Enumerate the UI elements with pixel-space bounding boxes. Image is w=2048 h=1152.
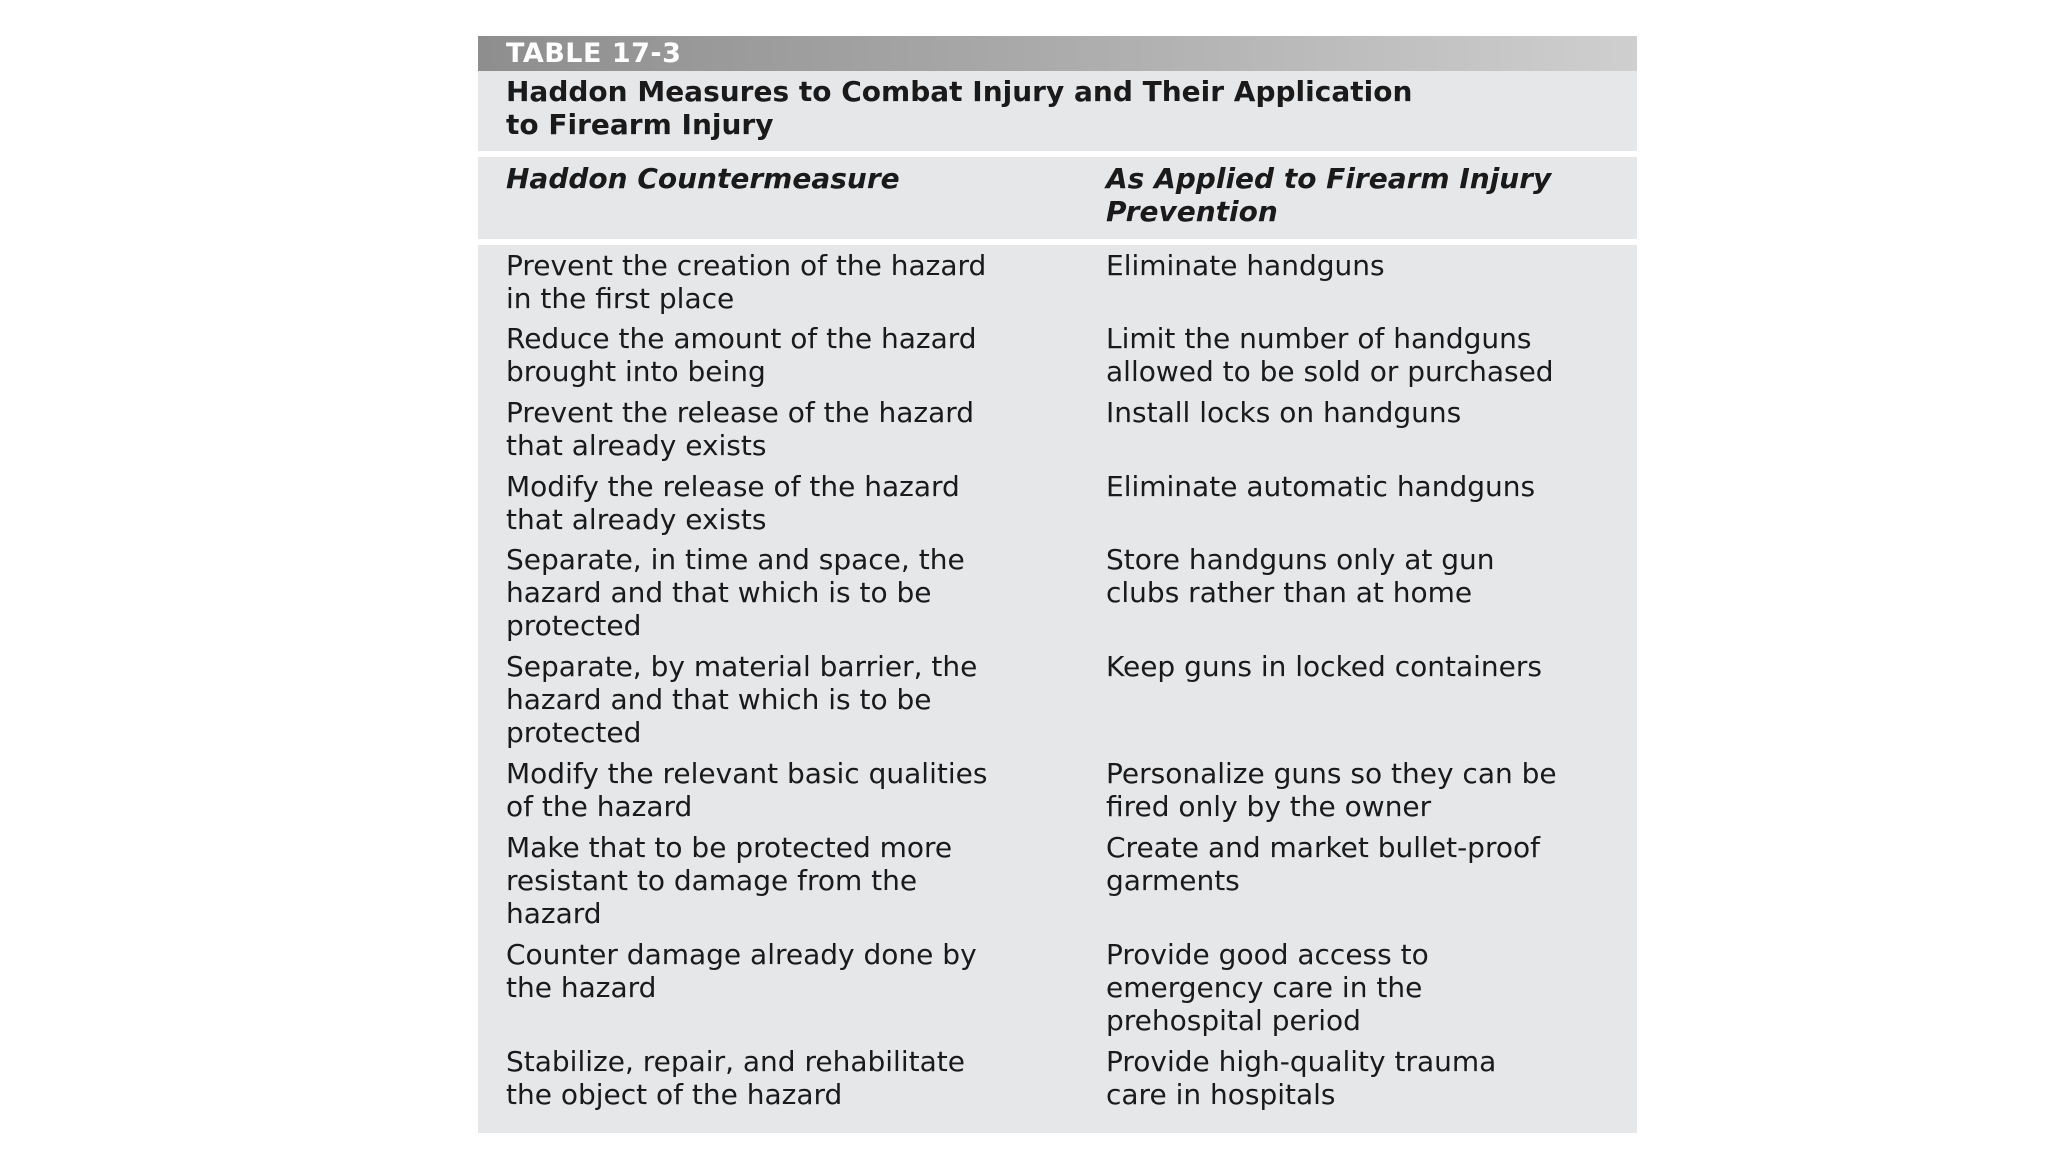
- table-label: TABLE 17-3: [506, 38, 682, 69]
- countermeasure-cell: Stabilize, repair, and rehabilitate the object of the hazard: [506, 1045, 965, 1111]
- countermeasure-cell: Reduce the amount of the hazard brought into being: [506, 322, 977, 388]
- countermeasure-cell: Prevent the creation of the hazard in the first place: [506, 249, 987, 315]
- header-divider: [478, 151, 1637, 157]
- countermeasure-cell: Separate, in time and space, the hazard and that which is to be protected: [506, 543, 965, 642]
- application-cell: Provide good access to emergency care in the prehospital period: [1106, 938, 1429, 1037]
- countermeasure-cell: Modify the release of the hazard that already exists: [506, 470, 960, 536]
- countermeasure-cell: Prevent the release of the hazard that already exists: [506, 396, 975, 462]
- countermeasure-cell: Separate, by material barrier, the hazard and that which is to be protected: [506, 650, 978, 749]
- application-cell: Provide high-quality trauma care in hospitals: [1106, 1045, 1497, 1111]
- application-cell: Keep guns in locked containers: [1106, 650, 1542, 683]
- body-divider: [478, 239, 1637, 245]
- table-title: Haddon Measures to Combat Injury and Their Application to Firearm Injury: [506, 75, 1413, 141]
- table-17-3: [478, 36, 1637, 1133]
- application-cell: Eliminate handguns: [1106, 249, 1385, 282]
- countermeasure-cell: Make that to be protected more resistant to damage from the hazard: [506, 831, 953, 930]
- application-cell: Eliminate automatic handguns: [1106, 470, 1536, 503]
- application-cell: Store handguns only at gun clubs rather than at home: [1106, 543, 1495, 609]
- application-cell: Limit the number of handguns allowed to be sold or purchased: [1106, 322, 1554, 388]
- application-cell: Install locks on handguns: [1106, 396, 1462, 429]
- column-header-application: As Applied to Firearm Injury Prevention: [1106, 162, 1552, 228]
- countermeasure-cell: Counter damage already done by the hazard: [506, 938, 977, 1004]
- application-cell: Create and market bullet-proof garments: [1106, 831, 1540, 897]
- countermeasure-cell: Modify the relevant basic qualities of the hazard: [506, 757, 988, 823]
- table-label-bar: [478, 36, 1637, 71]
- column-header-countermeasure: Haddon Countermeasure: [506, 162, 900, 195]
- application-cell: Personalize guns so they can be fired only by the owner: [1106, 757, 1557, 823]
